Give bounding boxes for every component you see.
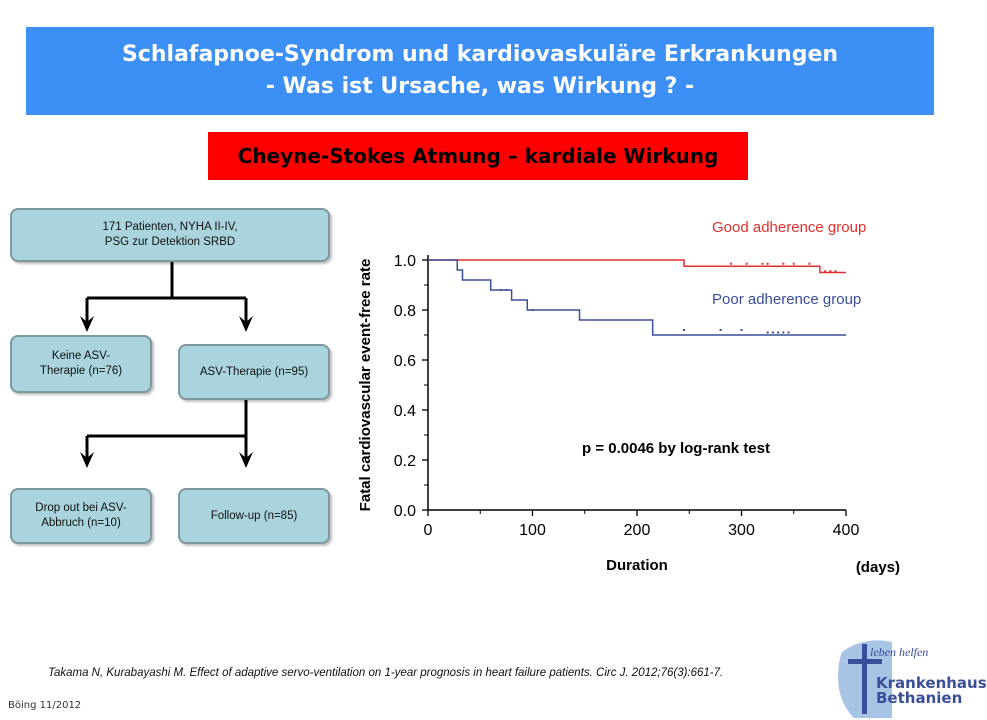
y-axis-label: Fatal cardiovascular event-free rate bbox=[357, 258, 374, 512]
y-tick-label-0: 0.0 bbox=[393, 503, 416, 520]
flow-box-no-asv-line2: Therapie (n=76) bbox=[39, 365, 123, 377]
censor-mark-0-6 bbox=[808, 263, 810, 265]
y-tick-label-5: 1.0 bbox=[393, 253, 416, 270]
censor-mark-1-7 bbox=[772, 332, 774, 334]
flow-box-followup-label: Follow-up (n=85) bbox=[210, 509, 298, 522]
censor-mark-0-1 bbox=[746, 263, 748, 265]
censor-mark-0-2 bbox=[761, 263, 763, 265]
flow-box-patients-line1: 171 Patienten, NYHA II-IV, bbox=[102, 221, 238, 233]
censor-mark-0-5 bbox=[793, 263, 795, 265]
logo-name-line2: Bethanien bbox=[876, 689, 963, 707]
flow-box-followup bbox=[178, 488, 330, 544]
survival-chart bbox=[340, 205, 940, 585]
logo-tagline: leben helfen bbox=[870, 645, 929, 659]
x-axis-label: Duration bbox=[606, 557, 668, 574]
flow-box-no-asv-line1: Keine ASV- bbox=[51, 350, 111, 362]
censor-mark-1-10 bbox=[788, 332, 790, 334]
flow-box-patients-line2: PSG zur Detektion SRBD bbox=[104, 236, 236, 248]
censor-mark-1-0 bbox=[500, 289, 502, 291]
x-axis-unit: (days) bbox=[855, 559, 900, 576]
censor-mark-1-8 bbox=[777, 332, 779, 334]
flowchart-connectors bbox=[0, 0, 340, 560]
title-line-1: Schlafapnoe-Syndrom und kardiovaskuläre Erkrankungen bbox=[121, 42, 839, 67]
x-tick-label-2: 200 bbox=[623, 522, 651, 539]
censor-mark-1-1 bbox=[505, 289, 507, 291]
y-tick-label-2: 0.4 bbox=[393, 403, 416, 420]
series-line-0 bbox=[428, 260, 846, 273]
censor-mark-1-6 bbox=[767, 332, 769, 334]
subtitle-banner: Cheyne-Stokes Atmung – kardiale Wirkung bbox=[208, 132, 748, 180]
censor-mark-0-3 bbox=[767, 263, 769, 265]
censor-mark-1-4 bbox=[720, 329, 722, 331]
flow-box-asv-therapy-label: ASV-Therapie (n=95) bbox=[199, 365, 309, 378]
p-value-annotation: p = 0.0046 by log-rank test bbox=[582, 440, 770, 457]
censor-mark-0-9 bbox=[835, 270, 837, 272]
x-tick-label-4: 400 bbox=[832, 522, 860, 539]
footer-date: Böing 11/2012 bbox=[8, 700, 82, 711]
legend-poor-adherence: Poor adherence group bbox=[712, 291, 862, 308]
censor-mark-0-4 bbox=[782, 263, 784, 265]
censor-mark-1-2 bbox=[532, 309, 534, 311]
y-tick-label-1: 0.2 bbox=[393, 453, 416, 470]
censor-mark-0-8 bbox=[829, 270, 831, 272]
flow-box-patients bbox=[10, 208, 330, 262]
x-tick-label-1: 100 bbox=[519, 522, 546, 539]
title-line-2: - Was ist Ursache, was Wirkung ? - bbox=[265, 74, 695, 99]
logo-cross-vertical bbox=[862, 644, 867, 714]
censor-mark-1-9 bbox=[782, 332, 784, 334]
logo-name bbox=[876, 676, 987, 706]
y-tick-label-3: 0.6 bbox=[393, 353, 416, 370]
citation: Takama N, Kurabayashi M. Effect of adaptive servo-ventilation on 1-year prognosis in heart failure patients. Circ J. 2012;76(3):661-7. bbox=[48, 667, 724, 679]
logo-name-line1: Krankenhaus bbox=[876, 674, 987, 692]
x-tick-label-0: 0 bbox=[423, 522, 433, 539]
censor-mark-1-3 bbox=[683, 329, 685, 331]
flow-box-dropout bbox=[10, 488, 152, 544]
flow-box-no-asv bbox=[10, 335, 152, 393]
censor-mark-0-7 bbox=[824, 270, 826, 272]
censor-mark-0-0 bbox=[730, 263, 732, 265]
flow-box-dropout-line1: Drop out bei ASV- bbox=[35, 502, 127, 514]
censor-mark-1-5 bbox=[741, 329, 743, 331]
flow-box-asv-therapy bbox=[178, 344, 330, 400]
y-tick-label-4: 0.8 bbox=[393, 303, 416, 320]
x-tick-label-3: 300 bbox=[728, 522, 755, 539]
flow-box-dropout-line2: Abbruch (n=10) bbox=[41, 517, 121, 529]
legend-good-adherence: Good adherence group bbox=[712, 219, 867, 236]
